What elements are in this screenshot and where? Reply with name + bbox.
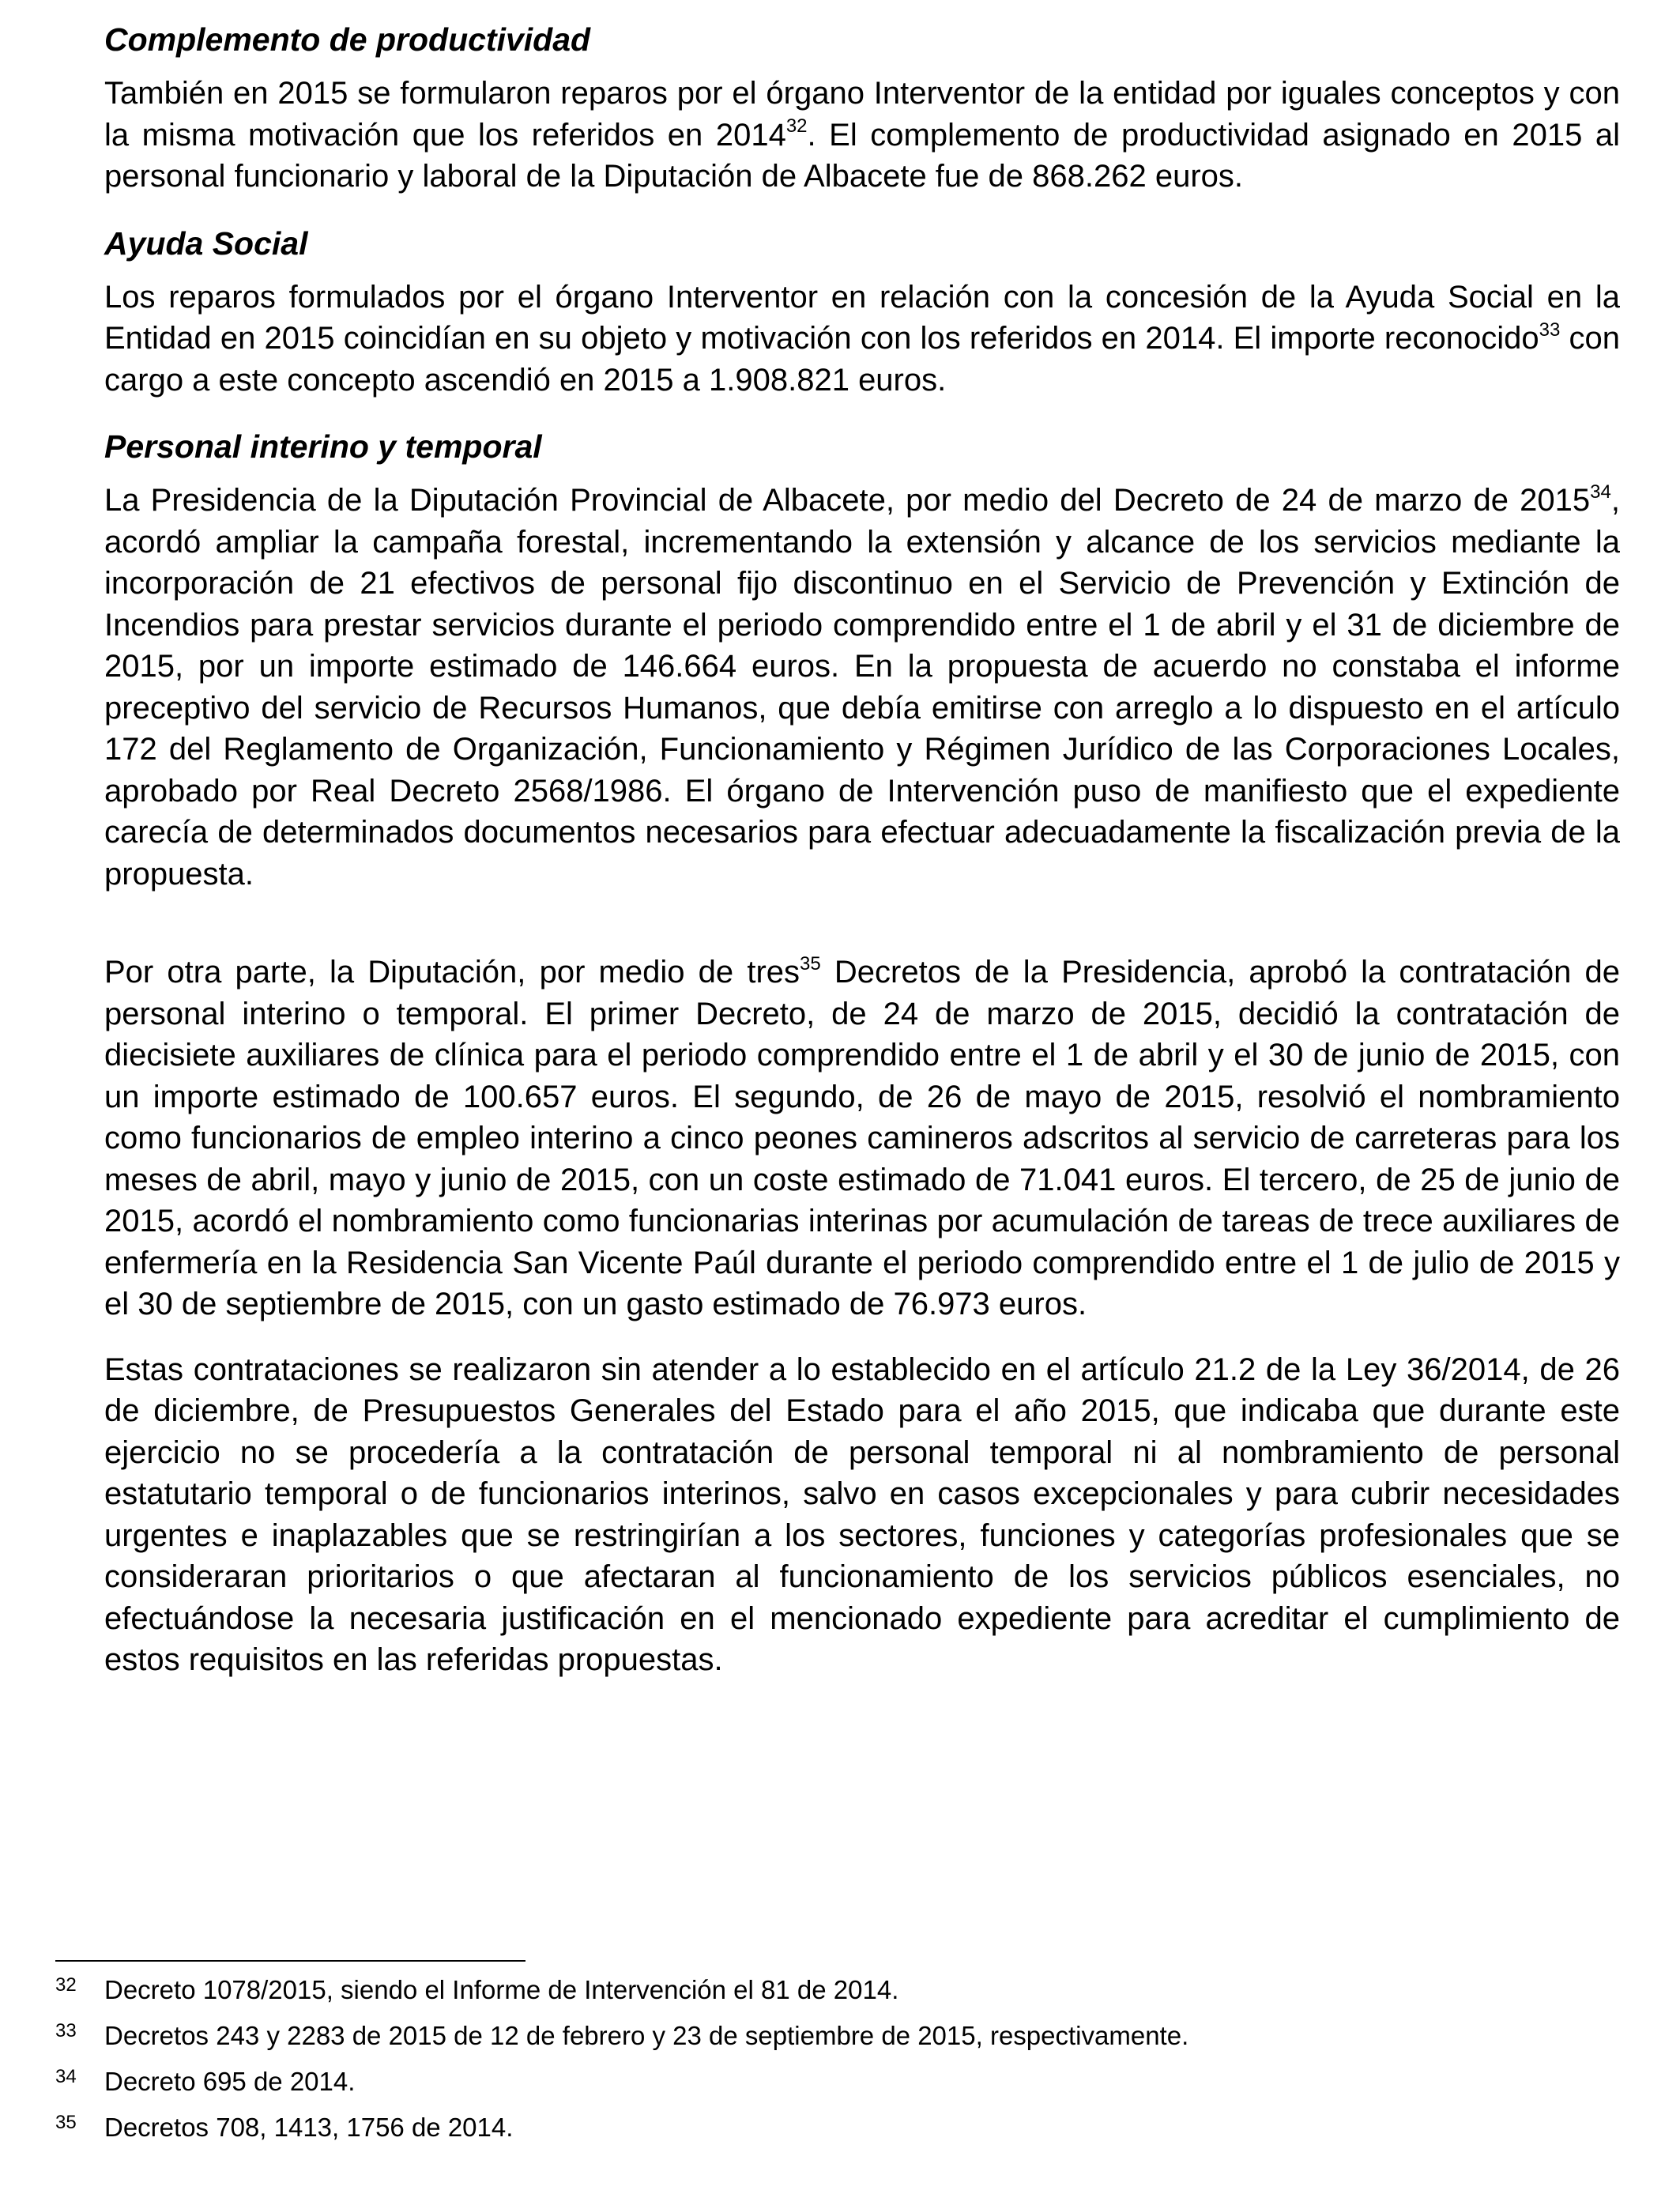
paragraph-text: . El complemento de productividad asignado en 2015 al personal funcionario y laboral de la Diputación de Albacete fue de 868.262 euros. (104, 117, 1620, 194)
paragraph-ayuda-social (104, 277, 1620, 401)
document-page (104, 17, 1620, 1705)
footnote-number: 32 (55, 1974, 77, 1996)
footnote-ref-32[interactable]: 32 (785, 115, 808, 138)
paragraph-text: Decretos de la Presidencia, aprobó la contratación de personal interino o temporal. El primer Decreto, de 24 de marzo de 2015, decidió la contratación de diecisiete auxiliares de clínica para el periodo comprendido entre el 1 de abril y el 30 de junio de 2015, con un importe estimado de 100.657 euros. El segundo, de 26 de mayo de 2015, resolvió el nombramiento como funcionarios de empleo interino a cinco peones camineros adscritos al servicio de carreteras para los meses de abril, mayo y junio de 2015, con un coste estimado de 71.041 euros. El tercero, de 25 de junio de 2015, acordó el nombramiento como funcionarias interinas por acumulación de tareas de trece auxiliares de enfermería en la Residencia San Vicente Paúl durante el periodo comprendido entre el 1 de julio de 2015 y el 30 de septiembre de 2015, con un gasto estimado de 76.973 euros. (104, 955, 1621, 1321)
footnote-number: 33 (55, 2020, 77, 2041)
paragraph-productividad (104, 73, 1620, 198)
footnotes-section (55, 1960, 1620, 2156)
paragraph-text: La Presidencia de la Diputación Provincial de Albacete, por medio del Decreto de 24 de marzo de 2015 (104, 483, 1591, 518)
paragraph-text: , acordó ampliar la campaña forestal, incrementando la extensión y alcance de los servicios mediante la incorporación de 21 efectivos de personal fijo discontinuo en el Servicio de Prevención y Extinción de Incendios para prestar servicios durante el periodo comprendido entre el 1 de abril y el 31 de diciembre de 2015, por un importe estimado de 146.664 euros. En la propuesta de acuerdo no constaba el informe preceptivo del servicio de Recursos Humanos, que debía emitirse con arreglo a lo dispuesto en el artículo 172 del Reglamento de Organización, Funcionamiento y Régimen Jurídico de las Corporaciones Locales, aprobado por Real Decreto 2568/1986. El órgano de Intervención puso de manifiesto que el expediente carecía de determinados documentos necesarios para efectuar adecuadamente la fiscalización previa de la propuesta. (104, 483, 1620, 892)
footnote-text: Decreto 695 de 2014. (104, 2067, 356, 2096)
section-heading-personal-interino: Personal interino y temporal (104, 428, 542, 465)
paragraph-text: con cargo a este concepto ascendió en 2015 a 1.908.821 euros. (104, 321, 1621, 398)
paragraph-text: Por otra parte, la Diputación, por medio de tres (104, 955, 800, 990)
footnote-34 (55, 2064, 1620, 2098)
footnote-ref-33[interactable]: 33 (1539, 319, 1561, 341)
footnote-separator (55, 1960, 525, 1962)
footnote-text: Decreto 1078/2015, siendo el Informe de Intervención el 81 de 2014. (104, 1975, 899, 2004)
footnote-33 (55, 2019, 1620, 2053)
footnote-number: 35 (55, 2112, 77, 2133)
paragraph-contratacion-interinos (104, 952, 1620, 1325)
paragraph-text: Los reparos formulados por el órgano Interventor en relación con la concesión de la Ayuda Social en la Entidad en 2015 coincidían en su objeto y motivación con los referidos en 2014. El importe reconocido (104, 279, 1620, 356)
footnote-text: Decretos 243 y 2283 de 2015 de 12 de febrero y 23 de septiembre de 2015, respectivamente. (104, 2021, 1189, 2050)
footnote-ref-34[interactable]: 34 (1590, 481, 1611, 503)
paragraph-text: También en 2015 se formularon reparos por el órgano Interventor de la entidad por iguales conceptos y con la misma motivación que los referidos en 2014 (104, 76, 1620, 153)
footnote-32 (55, 1973, 1620, 2007)
paragraph-ley-presupuestos: Estas contrataciones se realizaron sin atender a lo establecido en el artículo 21.2 de la Ley 36/2014, de 26 de diciembre, de Presupuestos Generales del Estado para el año 2015, que indicaba que durante este ejercicio no se procedería a la contratación de personal temporal ni al nombramiento de personal estatutario temporal o de funcionarios interinos, salvo en casos excepcionales y para cubrir necesidades urgentes e inaplazables que se restringirían a los sectores, funciones y categorías profesionales que se consideraran prioritarios o que afectaran al funcionamiento de los servicios públicos esenciales, no efectuándose la necesaria justificación en el mencionado expediente para acreditar el cumplimiento de estos requisitos en las referidas propuestas. (104, 1351, 1620, 1677)
section-heading-ayuda-social: Ayuda Social (104, 224, 308, 262)
footnote-ref-35[interactable]: 35 (800, 952, 821, 974)
paragraph-campana-forestal (104, 480, 1620, 895)
section-heading-productividad: Complemento de productividad (104, 21, 591, 58)
footnote-35 (55, 2110, 1620, 2144)
footnote-text: Decretos 708, 1413, 1756 de 2014. (104, 2113, 514, 2142)
footnote-number: 34 (55, 2066, 77, 2087)
